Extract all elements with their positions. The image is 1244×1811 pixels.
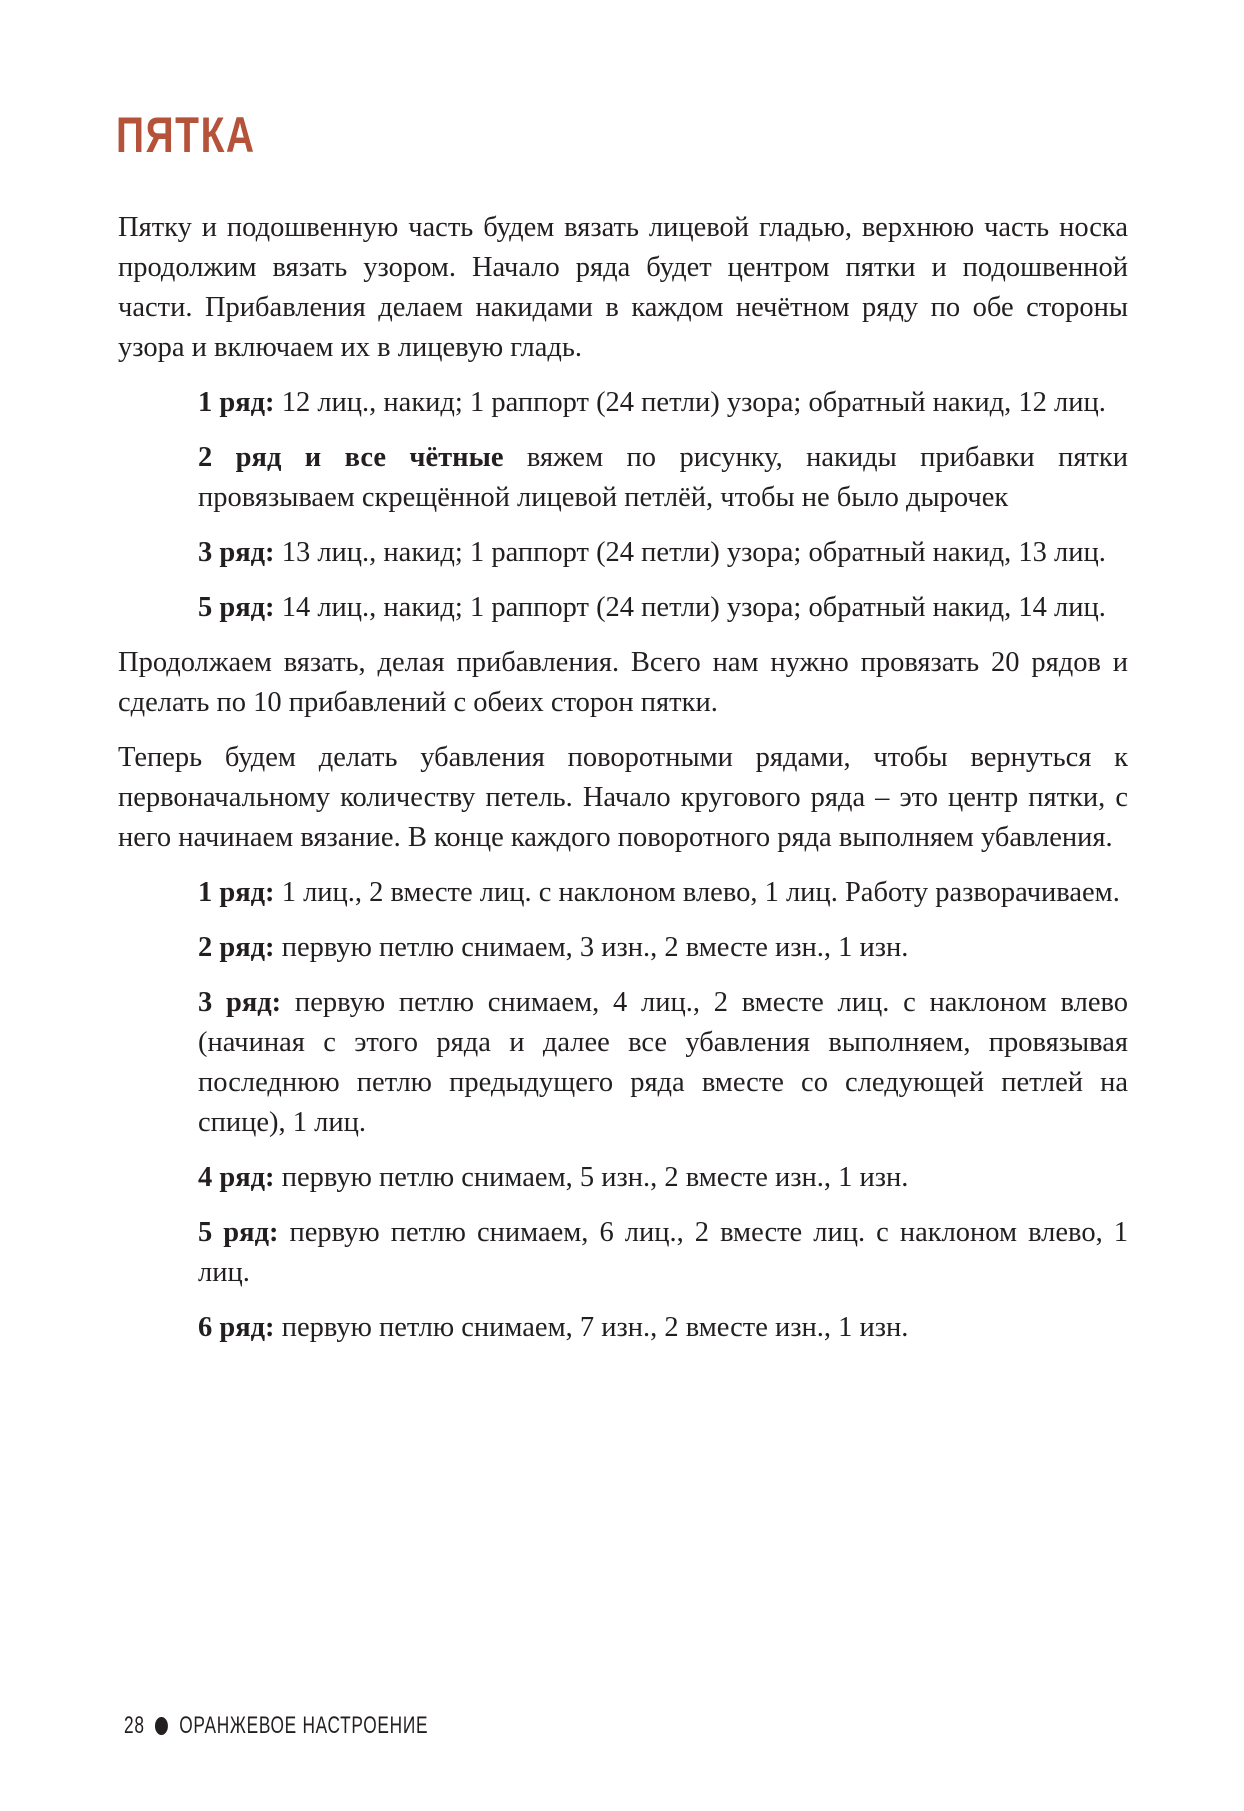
row-label: 2 ряд и все чётные	[198, 442, 504, 473]
decrease-row-4	[198, 1158, 1128, 1198]
row-text: первую петлю снимаем, 4 лиц., 2 вместе лиц. с наклоном влево (начиная с этого ряда и далее все убавления выполняем, провязывая последнюю петлю предыдущего ряда вместе со следующей петлей на спице), 1 лиц.	[198, 987, 1128, 1138]
row-label: 6 ряд:	[198, 1312, 275, 1343]
page-number: 28	[124, 1712, 145, 1739]
row-label: 3 ряд:	[198, 987, 282, 1018]
row-label: 1 ряд:	[198, 387, 275, 418]
row-label: 5 ряд:	[198, 592, 275, 623]
increase-row-3	[198, 533, 1128, 573]
decrease-row-1	[198, 873, 1128, 913]
increase-row-5	[198, 588, 1128, 628]
row-text: первую петлю снимаем, 7 изн., 2 вместе изн., 1 изн.	[274, 1312, 909, 1343]
decrease-intro-paragraph: Теперь будем делать убавления поворотными рядами, чтобы вернуться к первоначальному количеству петель. Начало кругового ряда – это центр пятки, с него начинаем вязание. В конце каждого поворотного ряда выполняем убавления.	[118, 742, 1128, 853]
page-title: ПЯТКА	[116, 107, 256, 163]
row-label: 2 ряд:	[198, 932, 275, 963]
continue-paragraph: Продолжаем вязать, делая прибавления. Всего нам нужно провязать 20 рядов и сделать по 10 прибавлений с обеих сторон пятки.	[118, 647, 1128, 718]
row-label: 1 ряд:	[198, 877, 275, 908]
page-body	[118, 208, 1128, 1363]
decrease-row-3	[198, 983, 1128, 1143]
row-text: вяжем по рисунку, накиды прибавки пятки провязываем скрещённой лицевой петлёй, чтобы не было дырочек	[198, 442, 1128, 513]
decrease-row-5	[198, 1213, 1128, 1293]
increase-row-2	[198, 438, 1128, 518]
bullet-dot-icon	[155, 1717, 168, 1735]
row-text: 1 лиц., 2 вместе лиц. с наклоном влево, 1 лиц. Работу разворачиваем.	[274, 877, 1120, 908]
row-label: 5 ряд:	[198, 1217, 279, 1248]
intro-paragraph: Пятку и подошвенную часть будем вязать лицевой гладью, верхнюю часть носка продолжим вязать узором. Начало ряда будет центром пятки и подошвенной части. Прибавления делаем накидами в каждом нечётном ряду по обе стороны узора и включаем их в лицевую гладь.	[118, 212, 1128, 363]
row-text: 13 лиц., накид; 1 раппорт (24 петли) узора; обратный накид, 13 лиц.	[274, 537, 1106, 568]
row-text: первую петлю снимаем, 3 изн., 2 вместе изн., 1 изн.	[274, 932, 909, 963]
row-label: 4 ряд:	[198, 1162, 275, 1193]
row-label: 3 ряд:	[198, 537, 275, 568]
decrease-row-6	[198, 1308, 1128, 1348]
row-text: 12 лиц., накид; 1 раппорт (24 петли) узора; обратный накид, 12 лиц.	[274, 387, 1106, 418]
row-text: первую петлю снимаем, 5 изн., 2 вместе изн., 1 изн.	[274, 1162, 909, 1193]
row-text: 14 лиц., накид; 1 раппорт (24 петли) узора; обратный накид, 14 лиц.	[274, 592, 1106, 623]
increase-row-1	[198, 383, 1128, 423]
page-footer	[124, 1712, 428, 1740]
decrease-row-2	[198, 928, 1128, 968]
book-title: ОРАНЖЕВОЕ НАСТРОЕНИЕ	[179, 1712, 429, 1739]
row-text: первую петлю снимаем, 6 лиц., 2 вместе лиц. с наклоном влево, 1 лиц.	[198, 1217, 1128, 1288]
